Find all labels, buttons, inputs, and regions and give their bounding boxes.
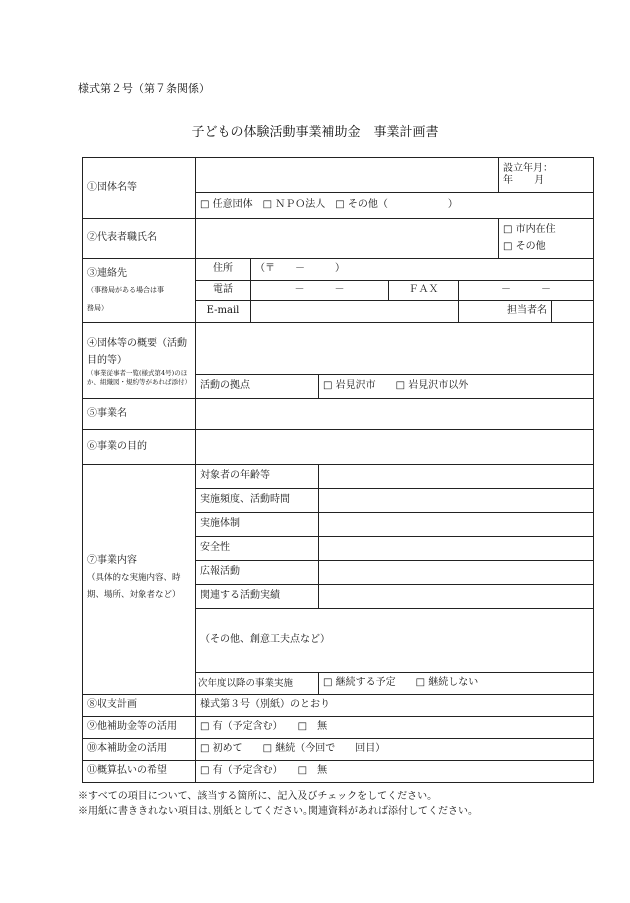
org-label: ①団体名等 — [83, 158, 196, 219]
purpose-field[interactable] — [196, 430, 594, 465]
established-field[interactable]: 設立年月： 年 月 — [499, 158, 594, 193]
content-row-label: 対象者の年齢等 — [196, 465, 319, 489]
email-label: E-mail — [196, 301, 251, 323]
project-name-field[interactable] — [196, 399, 594, 430]
content-row-field[interactable] — [319, 561, 594, 585]
footnote: ※用紙に書ききれない項目は､別紙としてください｡関連資料があれば添付してください｡ — [78, 805, 473, 817]
content-row-label: 実施体制 — [196, 513, 319, 537]
content-row-field[interactable] — [319, 513, 594, 537]
contact-note-2: 務局） — [87, 303, 108, 312]
footnotes — [78, 790, 473, 819]
other-subsidy-label: ⑨他補助金等の活用 — [83, 717, 196, 739]
content-row-label: 安全性 — [196, 537, 319, 561]
advance-payment-label: ⑪概算払いの希望 — [83, 761, 196, 783]
base-label: 活動の拠点 — [196, 375, 319, 399]
person-label: 担当者名 — [459, 301, 552, 323]
purpose-label: ⑥事業の目的 — [83, 430, 196, 465]
address-field[interactable]: （〒 － ） — [251, 259, 594, 281]
org-name-field[interactable] — [196, 158, 499, 193]
person-field[interactable] — [552, 301, 594, 323]
form-number: 様式第２号（第７条関係） — [78, 82, 210, 95]
this-subsidy-options[interactable]: □ 初めて □ 継続（今回で 回目） — [196, 739, 594, 761]
content-row-label: 関連する活動実績 — [196, 585, 319, 609]
page-title: 子どもの体験活動事業補助金 事業計画書 — [191, 125, 439, 140]
contact-note: （事務局がある場合は事 — [87, 286, 164, 295]
fax-field[interactable]: － － — [459, 281, 594, 301]
content-row-field[interactable] — [319, 465, 594, 489]
other-residence-checkbox[interactable]: □ その他 — [503, 240, 546, 252]
base-options[interactable]: □ 岩見沢市 □ 岩見沢市以外 — [319, 375, 594, 399]
rep-label: ②代表者職氏名 — [83, 219, 196, 259]
address-label: 住所 — [196, 259, 251, 281]
org-type-options[interactable]: □ 任意団体 □ ＮＰＯ法人 □ その他（ ） — [196, 193, 594, 219]
content-row-field[interactable] — [319, 585, 594, 609]
budget-value: 様式第３号（別紙）のとおり — [196, 695, 594, 717]
next-year-label: 次年度以降の事業実施 — [196, 673, 319, 695]
this-subsidy-label: ⑩本補助金の活用 — [83, 739, 196, 761]
overview-field[interactable] — [196, 323, 594, 375]
contact-label: ③連絡先 （事務局がある場合は事 務局） — [83, 259, 196, 323]
overview-note: （事業従事者一覧(様式第4号)のほか、組織図・規約等があれば添付） — [87, 369, 191, 386]
next-year-options[interactable]: □ 継続する予定 □ 継続しない — [319, 673, 594, 695]
budget-label: ⑧収支計画 — [83, 695, 196, 717]
content-other-field[interactable] — [196, 609, 594, 673]
content-label: ⑦事業内容 （具体的な実施内容、時期、場所、対象者など） — [83, 465, 196, 695]
content-note: （具体的な実施内容、時期、場所、対象者など） — [87, 572, 181, 600]
content-row-field[interactable] — [319, 489, 594, 513]
in-city-checkbox[interactable]: □ 市内在住 — [503, 224, 556, 235]
fax-label: ＦＡＸ — [389, 281, 459, 301]
content-row-field[interactable] — [319, 537, 594, 561]
email-field[interactable] — [251, 301, 459, 323]
other-subsidy-options[interactable]: □ 有（予定含む） □ 無 — [196, 717, 594, 739]
overview-label: ④団体等の概要（活動目的等） （事業従事者一覧(様式第4号)のほか、組織図・規約等があれば添付） — [83, 323, 196, 399]
content-row-label: 実施頻度、活動時間 — [196, 489, 319, 513]
residence-options[interactable] — [499, 219, 594, 259]
advance-payment-options[interactable]: □ 有（予定含む） □ 無 — [196, 761, 594, 783]
footnote: ※すべての項目について、該当する箇所に、記入及びチェックをしてください。 — [78, 791, 438, 802]
phone-label: 電話 — [196, 281, 251, 301]
phone-field[interactable]: － － — [251, 281, 389, 301]
rep-name-field[interactable] — [196, 219, 499, 259]
content-row-label: 広報活動 — [196, 561, 319, 585]
project-plan-form — [82, 157, 594, 783]
content-other-label: （その他、創意工夫点など） — [200, 634, 330, 646]
project-name-label: ⑤事業名 — [83, 399, 196, 430]
